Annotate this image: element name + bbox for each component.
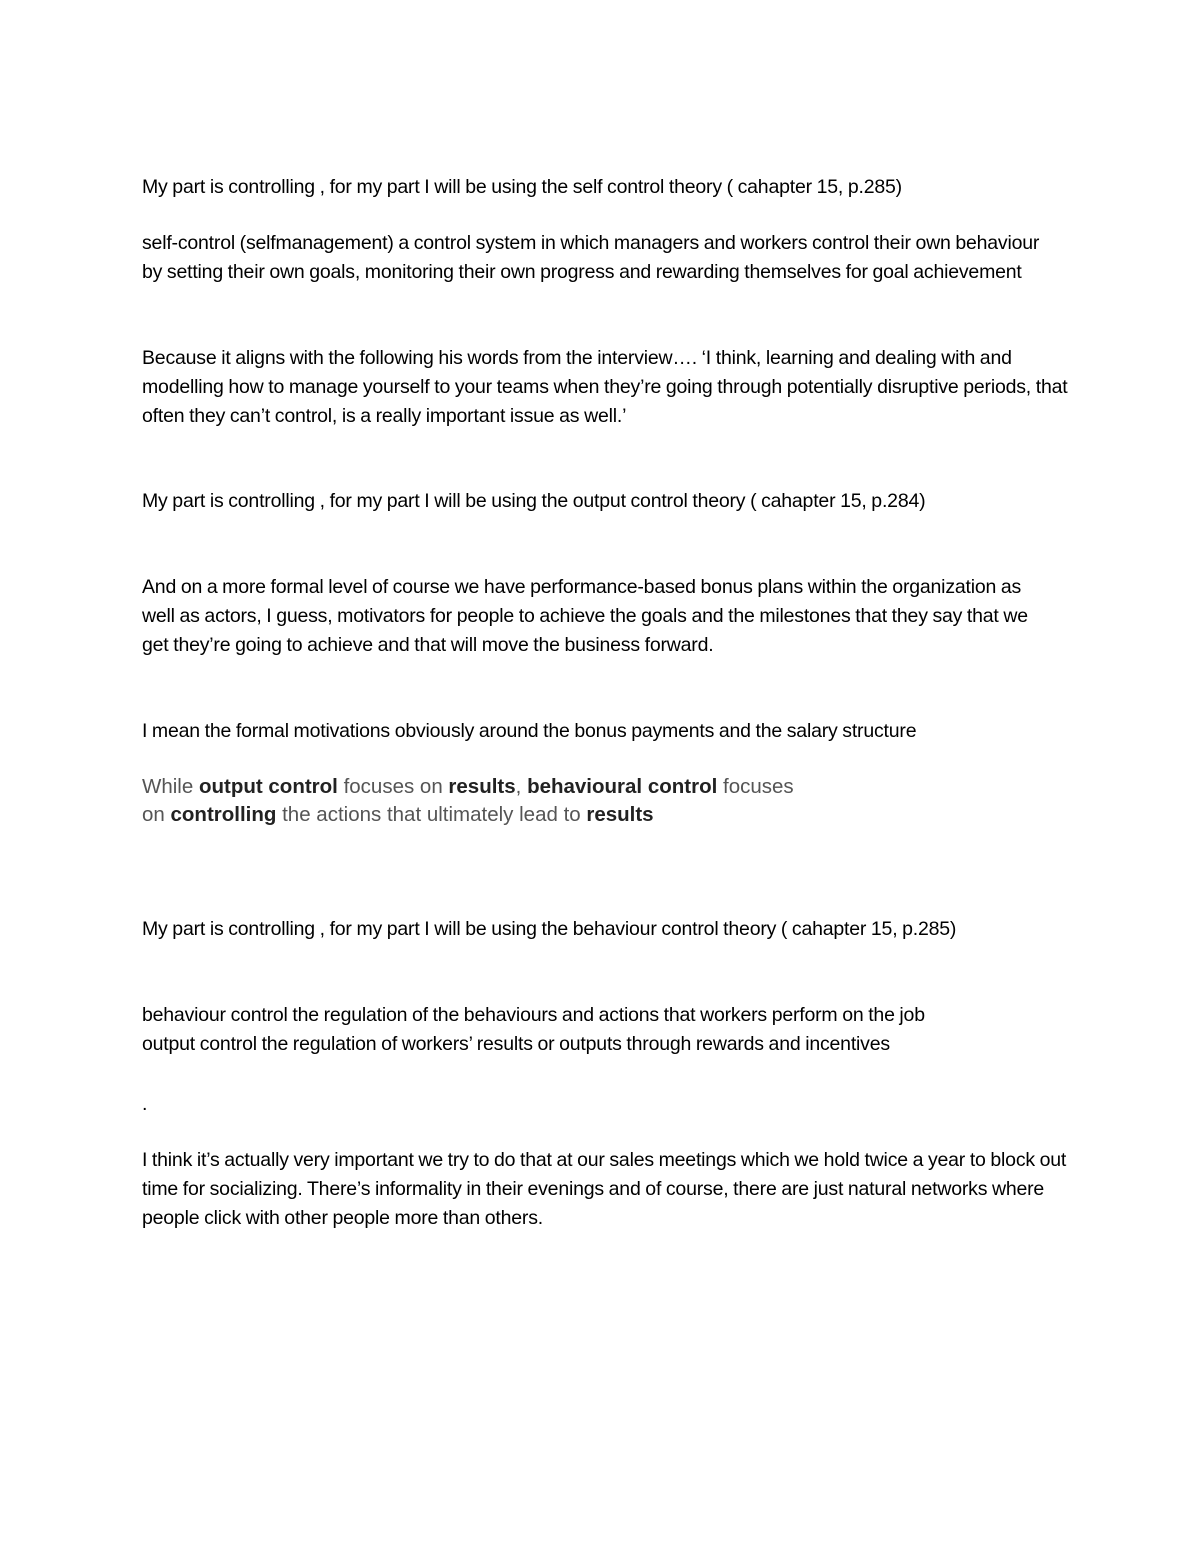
quote-bold-text: behavioural control bbox=[527, 775, 718, 798]
paragraph-interview-quote: Because it aligns with the following his words from the interview…. ‘I think, learning and dealing with and modelling how to manage yourself to your teams when they’re going through potentially disruptive periods, that often they can’t control, is a really important issue as well.’ bbox=[142, 347, 1068, 427]
paragraph-output-control-heading: My part is controlling , for my part I will be using the output control theory ( cahapter 15, p.284) bbox=[142, 490, 926, 512]
quote-output-vs-behavioural bbox=[142, 773, 1072, 829]
quote-bold-text: results bbox=[586, 803, 654, 826]
quote-bold-text: controlling bbox=[170, 803, 277, 826]
paragraph-bonus-plans: And on a more formal level of course we have performance-based bonus plans within the organization as well as actors, I guess, motivators for people to achieve the goals and the milestones that they say that we get they’re going to achieve and that will move the business forward. bbox=[142, 576, 1028, 656]
quote-text: on bbox=[142, 803, 171, 826]
quote-text: the actions that ultimately lead to bbox=[276, 803, 587, 826]
quote-line-2 bbox=[142, 801, 1072, 829]
paragraph-self-control-definition: self-control (selfmanagement) a control system in which managers and workers control their own behaviour by setting their own goals, monitoring their own progress and rewarding themselves for goal achievement bbox=[142, 232, 1040, 283]
quote-bold-text: output control bbox=[198, 775, 338, 798]
quote-line-1 bbox=[142, 773, 1072, 801]
paragraph-self-control-heading: My part is controlling , for my part I will be using the self control theory ( cahapter 15, p.285) bbox=[142, 176, 902, 198]
paragraph-behaviour-control-heading: My part is controlling , for my part I will be using the behaviour control theory ( cahapter 15, p.285) bbox=[142, 918, 957, 940]
quote-text: , bbox=[515, 775, 528, 798]
quote-bold-text: results bbox=[448, 775, 516, 798]
quote-text: While bbox=[142, 775, 199, 798]
paragraph-output-control-definition: output control the regulation of workers’ results or outputs through rewards and incentives bbox=[142, 1033, 890, 1055]
quote-text: focuses on bbox=[337, 775, 449, 798]
paragraph-sales-meetings: I think it’s actually very important we try to do that at our sales meetings which we hold twice a year to block out time for socializing. There’s informality in their evenings and of course, there are just natural networks where people click with other people more than others. bbox=[142, 1149, 1067, 1229]
paragraph-dot: . bbox=[142, 1093, 148, 1115]
paragraph-formal-motivations: I mean the formal motivations obviously around the bonus payments and the salary structure bbox=[142, 720, 917, 742]
paragraph-behaviour-control-definition: behaviour control the regulation of the behaviours and actions that workers perform on the job bbox=[142, 1004, 925, 1026]
quote-text: focuses bbox=[717, 775, 794, 798]
